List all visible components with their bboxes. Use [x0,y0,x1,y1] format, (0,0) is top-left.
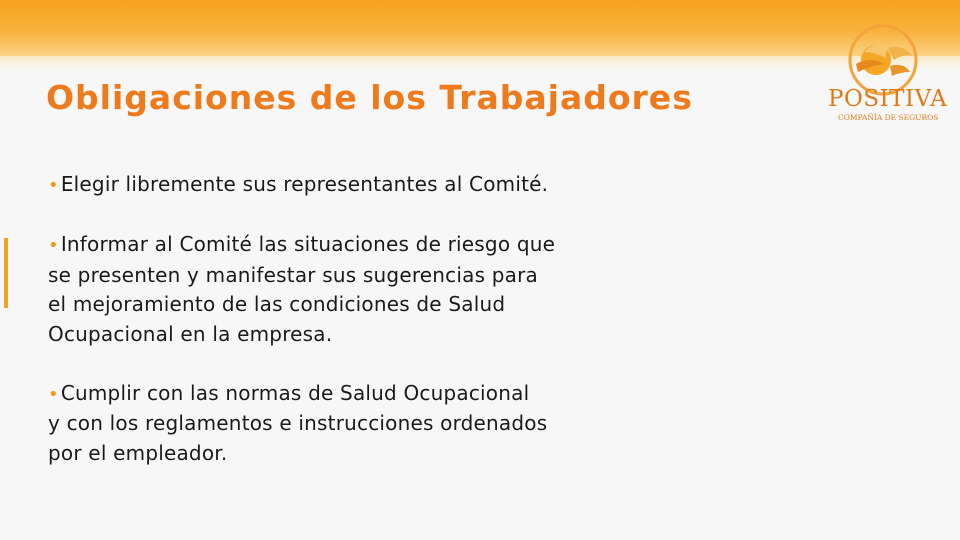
header-band [0,0,960,56]
bullet-line [48,230,648,261]
bullet-list [48,170,648,498]
bullet-line [48,170,648,201]
bullet-line [48,379,648,410]
header-fade [0,56,960,70]
bullet-line: y con los reglamentos e instrucciones ordenados [48,411,548,435]
logo-tagline: COMPAÑÍA DE SEGUROS [838,113,939,122]
bullet-dot-icon: • [48,235,59,256]
bullet-text: Cumplir con las normas de Salud Ocupacional [60,380,530,405]
bullet-line: se presenten y manifestar sus sugerencias para [48,262,539,287]
logo-wordmark: POSITIVA [828,86,948,112]
slide-title: Obligaciones de los Trabajadores [46,78,693,117]
bullet-line: por el empleador. [48,440,228,465]
bullet-item-cumplir [48,379,648,469]
bullet-line: Ocupacional en la empresa. [48,321,333,346]
left-accent-bar [4,238,8,308]
bullet-line: el mejoramiento de las condiciones de Salud [48,292,506,316]
bullet-text: Elegir libremente sus representantes al Comité. [60,172,549,196]
bullet-dot-icon: • [48,175,59,196]
bullet-item-informar [48,230,648,349]
bullet-item-elegir [48,170,648,201]
bullet-text: Informar al Comité las situaciones de riesgo que [60,232,556,256]
bullet-dot-icon: • [48,383,59,405]
